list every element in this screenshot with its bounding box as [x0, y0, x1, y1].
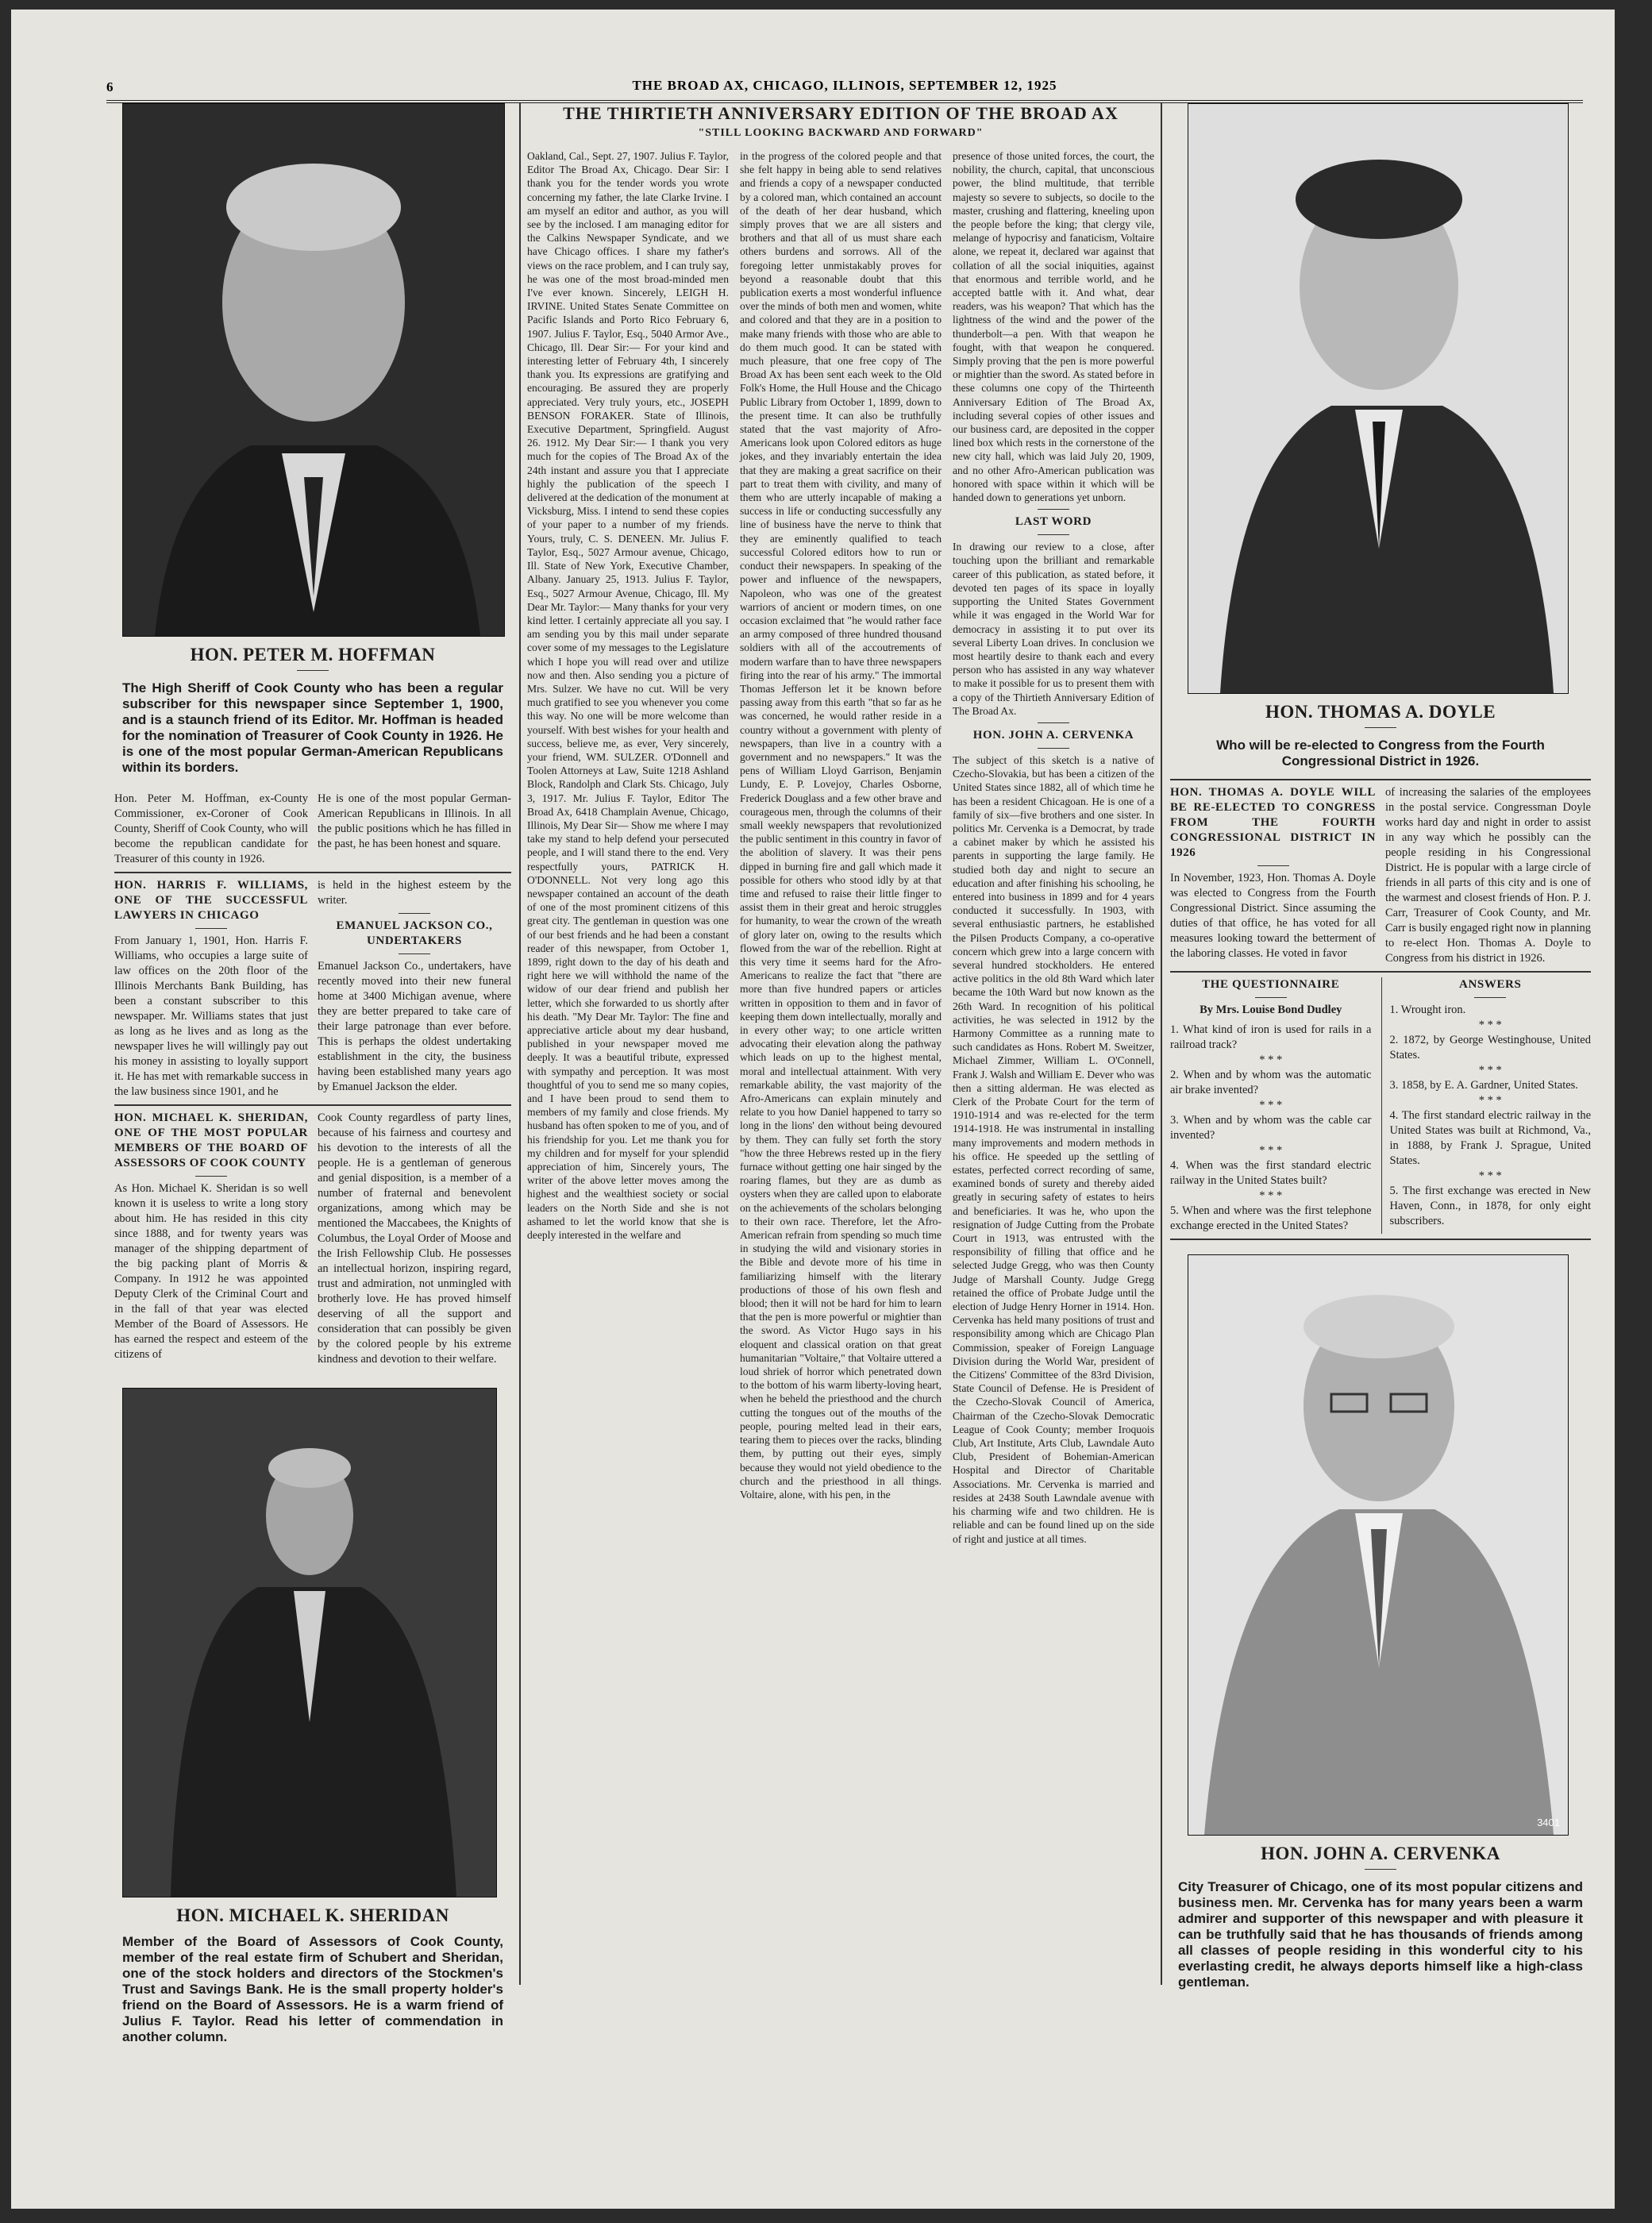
hoffman-subcaption: The High Sheriff of Cook County who has been a regular subscriber for this newspaper since September 1, 1900, and is a staunch friend of its Editor. Mr. Hoffman is headed for the nomination of Treasurer of Cook County in 1926. He is one of the most popular German-American Republicans within its borders. [122, 680, 503, 775]
photo-cervenka [1188, 1254, 1569, 1836]
sheridan-caption: HON. MICHAEL K. SHERIDAN [176, 1905, 449, 1925]
photo-sheridan [122, 1388, 497, 1897]
right-column [1170, 103, 1591, 2025]
last-word-body: In drawing our review to a close, after touching upon the brilliant and remarkable career of this publication, as stated before, it devoted ten pages of its space in loyally supporting the United States Government while it was engaged in the World War for democracy in assisting it to put over its several Liberty Loan drives. In conclusion we most heartily desire to thank each and every person who has assisted in any way whatever to make it possible for us to present them with a copy of the Thirtieth Anniversary Edition of The Broad Ax. [953, 541, 1154, 717]
separator-stars: * * * [1259, 1054, 1283, 1066]
separator-stars: * * * [1478, 1019, 1502, 1031]
hoffman-body-left: Hon. Peter M. Hoffman, ex-County Commissioner, ex-Coroner of Cook County, Sheriff of Cook County, who will become the republican candidate for Treasurer of this county in 1926. [114, 792, 308, 865]
article-title: THE THIRTIETH ANNIVERSARY EDITION OF THE BROAD AX [563, 103, 1119, 123]
question-3: 3. When and by whom was the cable car invented? [1170, 1114, 1372, 1142]
separator-stars: * * * [1259, 1189, 1283, 1202]
answers-heading: ANSWERS [1459, 978, 1522, 991]
williams-body: From January 1, 1901, Hon. Harris F. Williams, who occupies a large suite of law offices on the 20th floor of the Illinois Merchants Bank Building, has been a constant subscriber to this newspaper. Mr. Williams states that just as long as he lives and as long as the newspaper lives he will willingly pay out his money in assisting to loyally support it. He has met with remarkable success in the law business since 1901, and he [114, 934, 308, 1098]
cervenka-heading: HON. JOHN A. CERVENKA [972, 728, 1134, 742]
sheridan-body-right: Cook County regardless of party lines, because of his fairness and courtesy and his devotion to the interests of all the people. He is a gentleman of generous and genial disposition, is a member of a number of fraternal and benevolent organizations, among which may be mentioned the Maccabees, the Knights of Columbus, the Loyal Order of Moose and the Irish Fellowship Club. He possesses an intellectual horizon, inspiring regard, trust and admiration, not unmingled with brotherly love. He has proved himself deserving of all the support and consideration that can possibly be given by the colored people by his extreme kindness and devotion to their welfare. [318, 1112, 511, 1366]
masthead: THE BROAD AX, CHICAGO, ILLINOIS, SEPTEMBER 12, 1925 [632, 78, 1057, 93]
sheridan-subcaption: Member of the Board of Assessors of Cook County, member of the real estate firm of Schubert and Sheridan, one of the stock holders and directors of the Stockmen's Trust and Savings Bank. He is the small property holder's friend on the Board of Assessors. He is a warm friend of Julius F. Taylor. Read his letter of commendation in another column. [122, 1934, 503, 2044]
emanuel-heading: EMANUEL JACKSON CO., UNDERTAKERS [336, 919, 493, 947]
photo-hoffman [122, 103, 505, 637]
answer-5: 5. The first exchange was erected in New Haven, Conn., in 1878, for only eight subscribers. [1389, 1185, 1591, 1227]
sheridan-heading: HON. MICHAEL K. SHERIDAN, ONE OF THE MOST POPULAR MEMBERS OF THE BOARD OF ASSESSORS OF COOK COUNTY [114, 1112, 308, 1169]
emanuel-body: Emanuel Jackson Co., undertakers, have recently moved into their new funeral home at 3400 Michigan avenue, where they are better prepared to take care of their large patronage than ever before. This is perhaps the oldest undertaking establishment in the city, the business having been established many years ago by Emanuel Jackson the elder. [318, 960, 511, 1093]
hoffman-body-right: He is one of the most popular German-American Republicans in Illinois. In all the public positions which he has filled in the past, he has been honest and square. [318, 792, 511, 850]
separator-stars: * * * [1478, 1094, 1502, 1107]
page-header [106, 73, 1583, 103]
cervenka-subcaption: City Treasurer of Chicago, one of its most popular citizens and business men. Mr. Cervenka has for many years been a warm admirer and supporter of this newspaper and with pleasure it can be truthfully said that he has thousands of friends among all classes of people residing in this wonderful city to his everlasting credit, he always deports himself like a high-class gentleman. [1178, 1879, 1583, 1990]
answer-1: 1. Wrought iron. [1389, 1004, 1466, 1016]
left-column [114, 103, 511, 2044]
column-rule [519, 103, 521, 1985]
separator-stars: * * * [1259, 1099, 1283, 1112]
williams-body-cont: is held in the highest esteem by the writer. [318, 879, 511, 907]
letters-column: Oakland, Cal., Sept. 27, 1907. Julius F. Taylor, Editor The Broad Ax, Chicago. Dear Sir: I thank you for the tender words you wrote concerning my father, the late Clarke Irvine. I am myself an editor and author, as you will see by the inclosed. I am managing editor for the Calkins Newspaper Syndicate, and we have Chicago offices. I share my father's views on the race problem, and I can truly say, he was one of the most broad-minded men I've ever known. Sincerely, LEIGH H. IRVINE. United States Senate Committee on Pacific Islands and Porto Rico February 6, 1907. Julius F. Taylor, Esq., 5040 Armor Ave., Chicago, Ill. Dear Sir:— For your kind and interesting letter of February 4th, I sincerely thank you. Its expressions are gratifying and encouraging. Be assured they are properly appreciated. Very truly yours, etc., JOSEPH BENSON FORAKER. State of Illinois, Executive Department, Springfield. August 26. 1912. My Dear Sir:— I thank you very much for the copies of The Broad Ax of the 24th instant and assure you that I appreciate highly the publication of the speech I delivered at the dedication of the monument at Vicksburg, Miss. I intend to send these copies of your paper to a number of my friends. Yours, truly, C. S. DENEEN. Mr. Julius F. Taylor, Esq., 5027 Armour avenue, Chicago, Ill. State of New York, Executive Chamber, Albany. January 25, 1913. Julius F. Taylor, Esq., 5027 Armour Avenue, Chicago, Ill. My Dear Mr. Taylor:— Many thanks for your very kind letter. I certainly appreciate all you say. I am sending you by this mail under separate cover some of my messages to the Legislature which I hope you will read over and utilize now and then. Also sending you a picture of Mrs. Sulzer. We have no cut. Will be very much gratified to see you whenever you come this way. No one will be more welcome than yourself. With best wishes for your health and success, believe me, as ever, Very sincerely, your friend, WM. SULZER. O'Donnell and Toolen Attorneys at Law, Suite 1218 Ashland Block, Randolph and Clark Sts. Chicago, July 3, 1917. Mr. Julius F. Taylor, Editor The Broad Ax, 6418 Champlain Avenue, Chicago, Illinois, My Dear Sir— Show me where I may take my stand to help defend your persecuted people, and I will stand there to the end. Very respectfully yours, PATRICK H. O'DONNELL. Not very long ago this newspaper contained an account of the death of one of the most prominent citizens of this great city. The gentleman in question was one of our best friends and he had been a constant reader of this newspaper, from October 1, 1899, right down to the day of his death and right here we will withhold the name of the widow of our dear friend and publish her letter, which she forwarded to us shortly after his death. "My Dear Mr. Taylor: The fine and appreciative article about my dear husband, published in your newspaper moved me deeply. It was a beautiful tribute, expressed with sympathy and perception. It was most thoughtful of you to send me so many copies, and I have been proud to send them to members of my family and close friends. My husband has often spoken to me of you, and of his friendship for you. Let me thank you for my children and for myself for your splendid appreciation of him, Sincerely yours, The writer of the above letter moves among the highest and the wealthiest society or social leaders on the North Side and she is not ashamed to let the world know that she is deeply interested in the welfare and [527, 150, 729, 1242]
separator-stars: * * * [1478, 1064, 1502, 1077]
hoffman-caption: HON. PETER M. HOFFMAN [190, 645, 436, 665]
questionnaire-heading: THE QUESTIONNAIRE [1202, 978, 1340, 991]
answer-4: 4. The first standard electric railway in the United States was built at Richmond, Va., in 1888, by Frank J. Sprague, United States. [1389, 1109, 1591, 1167]
photo-doyle [1188, 103, 1569, 694]
doyle-caption: HON. THOMAS A. DOYLE [1265, 702, 1496, 722]
answer-3: 3. 1858, by E. A. Gardner, United States. [1389, 1079, 1578, 1092]
answer-2: 2. 1872, by George Westinghouse, United States. [1389, 1034, 1591, 1061]
article-subtitle: "STILL LOOKING BACKWARD AND FORWARD" [698, 127, 984, 139]
separator-stars: * * * [1478, 1169, 1502, 1182]
photo-code: 3401 [1537, 1817, 1560, 1828]
question-4: 4. When was the first standard electric railway in the United States built? [1170, 1159, 1372, 1187]
cervenka-caption: HON. JOHN A. CERVENKA [1261, 1844, 1500, 1863]
page-number: 6 [106, 79, 114, 94]
doyle-subcaption: Who will be re-elected to Congress from the Fourth Congressional District in 1926. [1216, 738, 1545, 769]
article-column-c: presence of those united forces, the court, the nobility, the church, capital, that unconscious power, the blind multitude, that terrible majesty so severe to subjects, so docile to the master, crushing and flattering, kneeling upon the people before the king; that clergy vile, melange of hypocrisy and fanaticism, Voltaire alone, we repeat it, declared war against that collation of all the social iniquities, against that enormous and terrible world, and he accepted battle with it. And what, dear readers, was his weapon? That which has the lightness of the wind and the power of the thunderbolt—a pen. With that weapon he fought, with that weapon he conquered. Simply proving that the pen is more powerful or mightier than the sword. As stated before in these columns one copy of the Thirteenth Anniversary Edition of The Broad Ax, including several copies of other issues and our business card, are deposited in the copper lined box which rests in the cornerstone of the new city hall, which was laid July 20, 1909, and no other Afro-American publication was honored with space within it which will be handed down to generations yet unborn. [953, 150, 1154, 504]
last-word-heading: LAST WORD [1015, 515, 1092, 529]
sheridan-body-left: As Hon. Michael K. Sheridan is so well known it is useless to write a long story about him. He has resided in this city since 1888, and for twenty years was manager of the shipping department of the big packing plant of Morris & Company. In 1912 he was appointed Deputy Clerk of the Criminal Court and in the fall of that year was elected Member of the Board of Assessors. He has earned the respect and esteem of the citizens of [114, 1182, 308, 1361]
newspaper-page [11, 10, 1615, 2209]
doyle-heading: HON. THOMAS A. DOYLE WILL BE RE-ELECTED TO CONGRESS FROM THE FOURTH CONGRESSIONAL DISTRICT IN 1926 [1170, 786, 1376, 859]
question-2: 2. When and by whom was the automatic air brake invented? [1170, 1069, 1372, 1096]
center-column [527, 103, 1154, 2025]
doyle-body-right: of increasing the salaries of the employees in the postal service. Congressman Doyle works hard day and night in order to assist in any way which he possibly can the people residing in his Congressional District. He is popular with a large circle of friends in all parts of this city and is one of the warmest and closest friends of Hon. P. J. Carr, Treasurer of Cook County, and Mr. Carr is busily engaged right now in planning to re-elect Hon. Thomas A. Doyle to Congress from his district in 1926. [1385, 786, 1591, 965]
article-column-b: in the progress of the colored people and that she felt happy in being able to send relatives and friends a copy of a newspaper conducted by a colored man, which contained an account of the death of her dear husband, which simply proves that we are all sisters and brothers and that all of us must share each others burdens and sorrows. All of the foregoing letter unmistakably proves for beyond a reasonable doubt that this publication exerts a most wonderful influence over the minds of both men and women, white and colored and that they are in a position to make many friends with those who are able to do them much good. It can be stated with much pleasure, that one free copy of The Broad Ax has been sent each week to the Old Folk's Home, the Hull House and the Chicago Public Library from October 1, 1899, down to the present time. It can also be truthfully stated that the vast majority of Afro-Americans look upon Colored editors as huge jokes, and they invariably entertain the idea that they are making a great sacrifice on their part to treat them with civility, and many of them who are utterly incapable of making a success in life or conducting successfully any line of business have the nerve to think that they are eminently qualified to teach successful Colored editors how to run or conduct their newspapers. In speaking of the power and influence of the newspapers, Napoleon, who was one of the greatest warriors of ancient or modern times, on one occasion exclaimed that "he would rather face an army composed of three hundred thousand soldiers with all of the accoutrements of modern warfare than to have three newspapers firing into the rear of his army." The immortal Thomas Jefferson let it be known before passing away from this earth "that so far as he was concerned, he would rather reside in a country without a government with plenty of newspapers, than live in a country with a government and no newspapers." It was the pens of William Lloyd Garrison, Benjamin Lundy, E. P. Lovejoy, Charles Osborne, Frederick Douglass and a few other brave and courageous men, through the columns of their small weekly newspapers that revolutionized the public sentiment in this country in favor of the abolition of slavery. It was their pens dipped in burning fire and gall which made it possible for others who stood idly by at that time and refused to raise their little finger to assist them in their great and heroic struggles for humanity, to wear the crown of the wreath of glory later on, owing to the results which flowed from the war of the rebellion. Right at this very time it seems hard for the Afro-Americans to realize the fact that "there are more than five hundred papers or articles written in opposition to them and in favor of keeping them down intellectually, morally and in every other way; to one article written advocating their elevation along the pathway which leads on up to the highest mental, moral and intellectual attainment. With very remarkable ability, the vast majority of the Afro-Americans can explain minutely and relate to you how Daniel happened to tarry so long in the lions' den without being devoured by them. They can fully set forth the story "how the three Hebrews rested up in the fiery furnace without getting one hair singed by the roaring flames, but they are as dumb as oysters when they are called upon to elaborate on the achievements of the scholars belonging to their own race. Therefore, let the Afro-American refrain from spending so much time in studying the wild and visionary stories in the Bible and devote more of his time in familiarizing himself with the literary productions of those of his own flesh and blood; then it will not be hard for him to learn that the pen is more powerful or mightier than the sword. As Victor Hugo says in his eloquent and classical oration on that great humanitarian "Voltaire," that Voltaire uttered a loud shriek of horror which penetrated down to the bottom of his warm liberty-loving heart, when he beheld the priesthood and the church cutting the tongues out of the mouths of the people, pouring melted lead in their ears, tearing them to pieces over the racks, blinding them, by putting out their eyes, simply because they would not yield obedience to the church and the priesthood in all things. Voltaire, alone, with his pen, in the [740, 150, 942, 1501]
question-5: 5. When and where was the first telephone exchange erected in the United States? [1170, 1204, 1372, 1232]
separator-stars: * * * [1259, 1144, 1283, 1157]
williams-heading: HON. HARRIS F. WILLIAMS, ONE OF THE SUCCESSFUL LAWYERS IN CHICAGO [114, 879, 308, 922]
question-1: 1. What kind of iron is used for rails in a railroad track? [1170, 1023, 1372, 1051]
column-rule [1161, 103, 1162, 1985]
doyle-body-left: In November, 1923, Hon. Thomas A. Doyle was elected to Congress from the Fourth Congressional District. Since assuming the duties of that office, he has voted for all measures looking toward the betterment of the laboring classes. He voted in favor [1170, 872, 1376, 960]
questionnaire-byline: By Mrs. Louise Bond Dudley [1200, 1004, 1342, 1016]
cervenka-body: The subject of this sketch is a native of Czecho-Slovakia, but has been a citizen of the United States since 1882, all of which time he has been a resident Chicagoan. He is one of a family of six—five brothers and one sister. In politics Mr. Cervenka is a Democrat, by trade a cabinet maker by which he assisted his parents in supporting the large family. He studied both day and night to secure an education and after finishing his schooling, he entered into business in 1899 and for 4 years conducted it successfully. In 1903, with several enthusiastic partners, he established the Pilsen Products Company, a co-operative concern which grew into a large concern with several hundred stockholders. He entered active politics in the old 8th Ward which later became the 10th Ward but now known as the 26th Ward. In recognition of his political activities, he was selected in 1912 by the Harmony Committee as a running mate to such candidates as Hons. Robert M. Sweitzer, Michael Zimmer, William L. O'Connell, Frank J. Walsh and William E. Dever who was then a sitting alderman. He was elected as Clerk of the Probate Court for the term of 1910-1914 and was re-elected for the term 1914-1918. He was instrumental in installing many improvements and modern methods in his office. He speeded up the settling of estates, perfected correct recording of same, examined bonds of surety and thereby aided greatly in securing safety of estates to heirs and beneficiaries. It was he, who upon the resignation of Judge Cutting from the Probate Court in 1913, was entrusted with the responsibility of filling that office and he selected Judge Gregg, who was then County Judge of Marshall County. Judge Gregg retained the office of Probate Judge until the election of Judge Henry Horner in 1914. Hon. Cervenka has held many positions of trust and responsibility among which are Chicago Plan Commission, speaker of Foreign Language Division during the World War, president of the Citizens' Committee of the 83rd Division, State Council of Defense. He is President of the Czecho-Slovak Council of America, Chairman of the Czecho-Slovak Democratic League of Cook County; member Iroquois Club, Art Institute, Arts Club, Lawndale Auto Club, President of Bohemian-American Hospital and Director of Charitable Associations. Mr. Cervenka is married and resides at 2438 South Lawndale avenue with his charming wife and two children. He is reliable and can be found lined up on the side of right and justice at all times. [953, 753, 1154, 1545]
